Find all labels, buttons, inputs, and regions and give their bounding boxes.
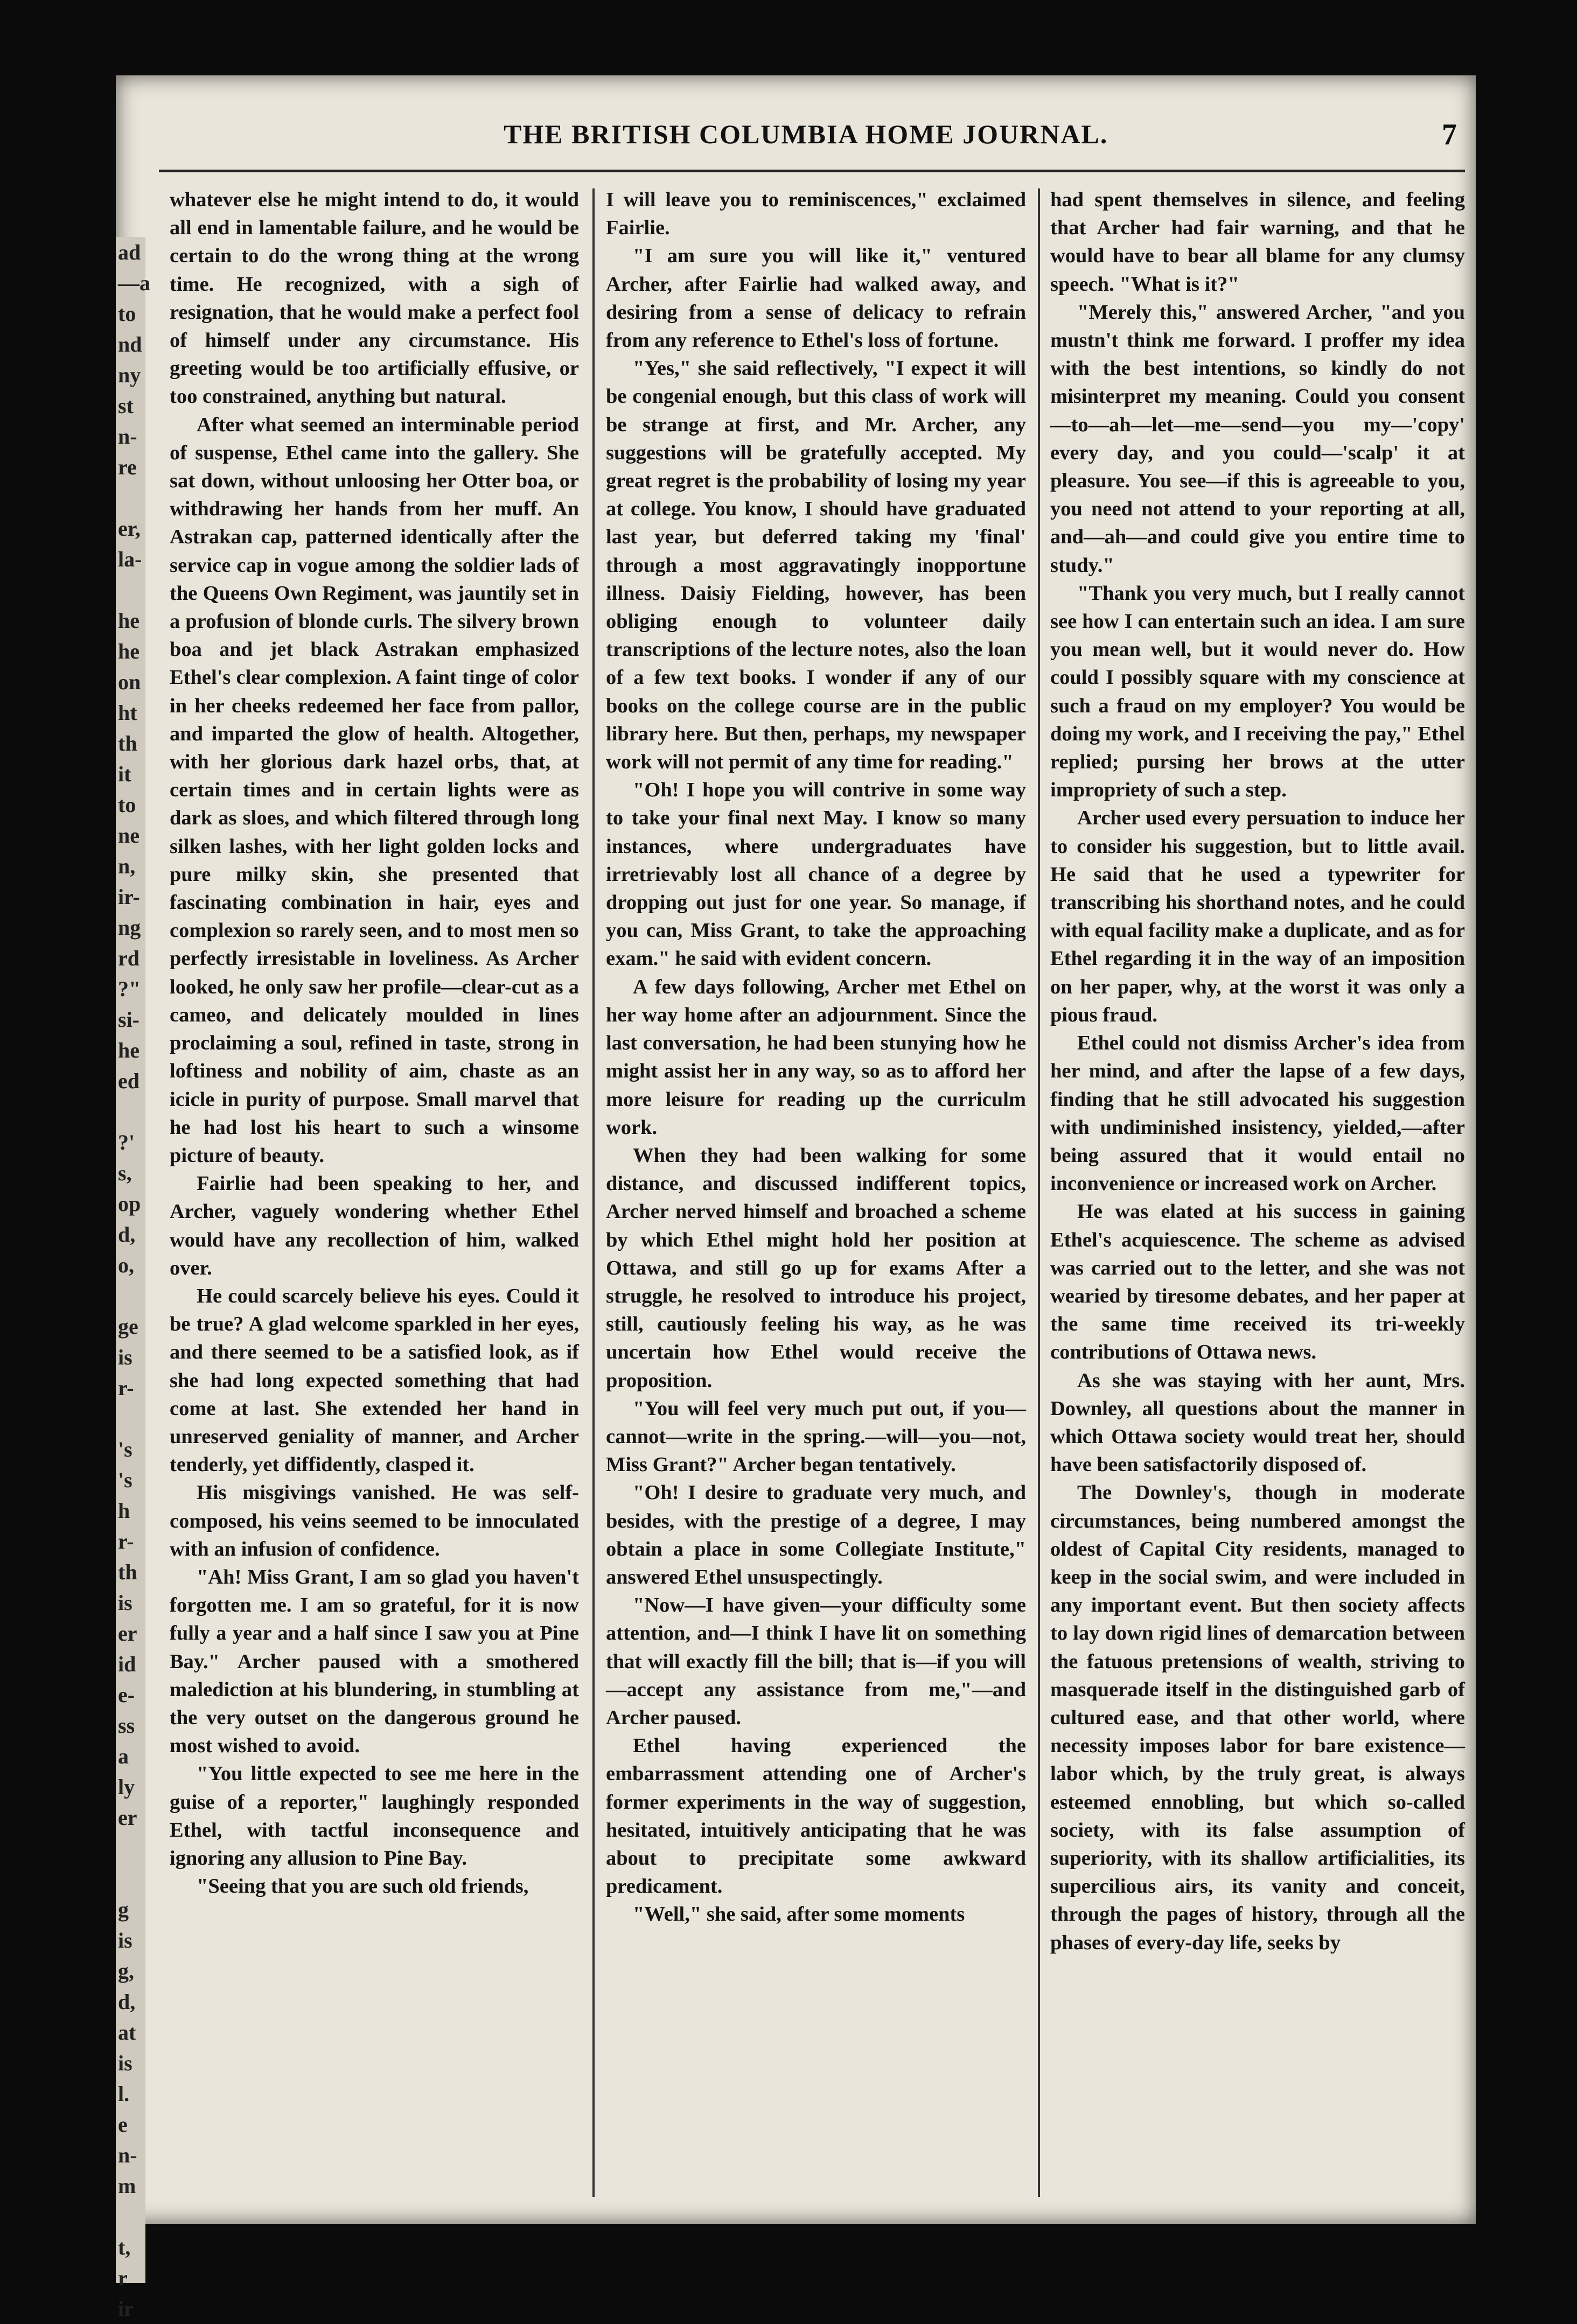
margin-fragment: m [118,2174,136,2198]
paragraph: "You little expected to see me here in the guise of a reporter," laughingly responded Ethel, with tactful inconsequence and ignoring any allusion to Pine Bay. [170,1762,579,1870]
margin-fragment [116,575,145,605]
margin-fragment: r- [118,1376,134,1400]
margin-fragment: ?' [118,1130,135,1154]
paragraph: Archer used every persuation to induce her to consider his suggestion, but to little avail. He said that he used a typewriter for transcribing his shorthand notes, and he could with equal facility make a duplicate, and as for Ethel regarding it in the way of an imposition on her paper, why, at the worst it was only a pious fraud. [1050,807,1465,1026]
margin-fragment: ad [118,240,141,264]
paragraph: "I am sure you will like it," ventured Archer, after Fairlie had walked away, and desiring from a sense of delicacy to refrain from any reference to Ethel's loss of fortune. [606,244,1026,352]
margin-fragment: r [118,2266,128,2290]
paragraph: The Downley's, though in moderate circumstances, being numbered amongst the oldest of Capital City residents, managed to keep in the social swim, and were included in any important event. But then society affects to lay down rigid lines of demarcation between the fatuous pretensions of wealth, striving to masquerade itself in the distinguished garb of cultured ease, and that other world, where necessity imposes labor for bare existence—labor which, by the truly great, is always esteemed ennobling, but which so-called society, with its false assumption of superiority, with its shallow artificialities, its supercilious airs, its vanity and conceit, through the pages of history, through all the phases of every-day life, seeks by [1050,1481,1465,1954]
margin-fragment: ht [118,701,137,725]
margin-fragment: to [118,302,136,326]
margin-fragment: ed [118,1069,139,1093]
margin-fragment: si- [118,1007,139,1032]
margin-fragment: s, [118,1161,132,1185]
margin-fragment: it [118,762,131,786]
margin-fragment [116,1403,145,1434]
text-column-1 [170,186,579,2200]
margin-fragment: er [118,1805,137,1830]
margin-fragment: th [118,1560,137,1584]
margin-fragment: o, [118,1253,134,1277]
margin-fragment: ly [118,1775,135,1799]
margin-fragment: on [118,670,141,694]
newspaper-page [116,75,1476,2321]
margin-fragment: ne [118,823,139,848]
paragraph: "Ah! Miss Grant, I am so glad you haven't forgotten me. I am so grateful, for it is now fully a year and a half since I saw you at Pine Bay." Archer paused with a smothered malediction at his blundering, in stumbling at the very outset on the dangerous ground he most wished to avoid. [170,1565,579,1758]
paragraph: A few days following, Archer met Ethel on her way home after an adjournment. Since the last conversation, he had been stunying how he might assist her in any way, so as to afford her more leisure for reading up the curriculm work. [606,975,1026,1139]
paragraph: His misgivings vanished. He was self-composed, his veins seemed to be innoculated with an infusion of confidence. [170,1481,579,1560]
margin-fragment: n- [118,424,137,449]
margin-fragment: ?" [118,977,141,1001]
paragraph: had spent themselves in silence, and feeling that Archer had fair warning, and that he would have to bear all blame for any clumsy speech. "What is it?" [1050,188,1465,296]
paragraph: I will leave you to reminiscences," exclaimed Fairlie. [606,188,1026,240]
margin-fragment: er [118,1621,137,1646]
margin-fragment: —a [118,271,150,295]
margin-fragment: g [118,1898,129,1922]
paragraph: Fairlie had been speaking to her, and Archer, vaguely wondering whether Ethel would have any recollection of him, walked over. [170,1172,579,1279]
margin-fragment: e- [118,1683,135,1707]
margin-fragment: n- [118,2143,137,2167]
paragraph: "Thank you very much, but I really cannot see how I can entertain such an idea. I am sure you mean well, but it would never do. How could I possibly square with my conscience at such a fraud on my employer? You would be doing my work, and I receiving the pay," Ethel replied; pursing her brows at the utter impropriety of such a step. [1050,582,1465,802]
margin-fragment: g, [118,1959,134,1983]
margin-fragment: is [118,1345,132,1369]
paragraph: He was elated at his success in gaining Ethel's acquiescence. The scheme as advised was carried out to the letter, and she was not wearied by tiresome debates, and her paper at the same time received its tri-weekly contributions of Ottawa news. [1050,1200,1465,1364]
paragraph: Ethel could not dismiss Archer's idea from her mind, and after the lapse of a few days, finding that he still advocated his suggestion with undiminished insistency, yielded,—after being assured that it would entail no inconvenience or increased work on Archer. [1050,1032,1465,1195]
paragraph: He could scarcely believe his eyes. Could it be true? A glad welcome sparkled in her eyes, and there seemed to be a satisfied look, as if she had long expected something that had come at last. She extended her hand in unreserved geniality of manner, and Archer tenderly, yet diffidently, clasped it. [170,1284,579,1476]
text-column-3 [1050,186,1465,2200]
paragraph: "Now—I have given—your difficulty some attention, and—I think I have lit on something that will exactly fill the bill; that is—if you will—accept any assistance from me,"—and Archer paused. [606,1594,1026,1729]
margin-fragment: st [118,394,134,418]
margin-fragment: r- [118,1529,134,1553]
paragraph: whatever else he might intend to do, it would all end in lamentable failure, and he would be certain to do the wrong thing at the wrong time. He recognized, with a sigh of resignation, that he would make a perfect fool of himself under any circumstance. His greeting would be too artificially effusive, or too constrained, anything but natural. [170,188,579,408]
margin-fragment: a [118,1744,129,1768]
page-header [116,75,1476,151]
margin-fragment [116,1833,145,1864]
margin-fragment [116,2201,145,2232]
margin-fragment: re [118,455,137,479]
margin-fragment [116,1864,145,1894]
margin-fragment: ir [118,2297,134,2321]
margin-fragment: is [118,2051,132,2075]
margin-fragment: at [118,2020,136,2045]
margin-fragment: ny [118,363,141,387]
margin-fragment: he [118,608,139,633]
margin-fragment: op [118,1192,141,1216]
column-divider [592,188,595,2197]
paragraph: "Merely this," answered Archer, "and you mustn't think me forward. I proffer my idea with the best intentions, so kindly do not misinterpret my meaning. Could you consent—to—ah—let—me—send—you my—'copy' every day, and you could—'scalp' it at pleasure. You see—if this is agreeable to you, you need not attend to your reporting at all, and—ah—and could give you entire time to study." [1050,300,1465,577]
paragraph: When they had been walking for some distance, and discussed indifferent topics, Archer nerved himself and broached a scheme by which Ethel might hold her position at Ottawa, and still go up for exams After a struggle, he resolved to introduce his project, still, cautiously feeling his way, as he was uncertain how Ethel would receive the proposition. [606,1144,1026,1392]
paragraph: As she was staying with her aunt, Mrs. Downley, all questions about the manner in which Ottawa society would treat her, should have been satisfactorily disposed of. [1050,1369,1465,1476]
margin-fragment: ss [118,1713,135,1738]
margin-fragment [116,482,145,513]
margin-fragment: la- [118,547,142,571]
margin-fragment: he [118,1038,139,1062]
margin-fragment: d, [118,1222,136,1247]
paragraph: Ethel having experienced the embarrassment attending one of Archer's former experiments in the way of suggestion, hesitated, intuitively anticipating that he was about to precipitate some awkward predicament. [606,1734,1026,1898]
margin-fragment: th [118,731,137,755]
paragraph: "Yes," she said reflectively, "I expect it will be congenial enough, but this class of work will be strange at first, and Mr. Archer, any suggestions will be gratefully accepted. My great regret is the probability of losing my year at college. You know, I should have graduated last year, but deferred taking my 'final' through a most aggravatingly inopportune illness. Daisiy Fielding, however, has been obliging enough to volunteer daily transcriptions of the lecture notes, also the loan of a few text books. I wonder if any of our books on the college course are in the public library here. But then, perhaps, my newspaper work will not permit of any time for reading." [606,357,1026,774]
margin-fragment: is [118,1591,132,1615]
margin-fragment: n, [118,854,136,878]
margin-fragment: er, [118,516,141,541]
paragraph: "You will feel very much put out, if you—cannot—write in the spring.—will—you—not, Miss Grant?" Archer began tentatively. [606,1397,1026,1476]
margin-fragment: 's [118,1468,132,1492]
margin-fragment: h [118,1499,130,1523]
column-divider [1038,188,1040,2197]
journal-title: THE BRITISH COLUMBIA HOME JOURNAL. [504,119,1108,149]
margin-fragment: e [118,2112,128,2137]
margin-fragment: d, [118,1990,136,2014]
adjacent-page-margin [116,237,150,2321]
margin-fragment [116,1096,145,1127]
page-number: 7 [1442,118,1457,151]
paragraph: "Well," she said, after some moments [633,1903,965,1926]
margin-fragment: to [118,793,136,817]
margin-fragment: ge [118,1314,138,1339]
margin-fragment [116,1280,145,1311]
text-column-2 [606,186,1026,2200]
paragraph: "Oh! I hope you will contrive in some way to take your final next May. I know so many instances, where undergraduates have irretrievably lost all chance of a degree by dropping out just for one year. So manage, if you can, Miss Grant, to take the approaching exam." he said with evident concern. [606,779,1026,970]
header-rule [159,170,1465,172]
margin-fragment: id [118,1652,136,1676]
paragraph: After what seemed an interminable period of suspense, Ethel came into the gallery. She sat down, without unloosing her Otter boa, or withdrawing her hands from her muff. An Astrakan cap, patterned identically after the service cap in vogue among the soldier lads of the Queens Own Regiment, was jauntily set in a profusion of blonde curls. The silvery brown boa and jet black Astrakan emphasized Ethel's clear complexion. A faint tinge of color in her cheeks redeemed her face from pallor, and imparted the glow of health. Altogether, with her glorious dark hazel orbs, that, at certain times and in certain lights were as dark as sloes, and which filtered through long silken lashes, with her light golden locks and pure milky skin, she presented that fascinating combination in hair, eyes and complexion so rarely seen, and to most men so perfectly irresistable in loveliness. As Archer looked, he only saw her profile—clear-cut as a cameo, and delicately moulded in lines proclaiming a soul, refined in taste, strong in loftiness and nobility of aim, chaste as an icicle in purity of purpose. Small marvel that he had lost his heart to such a winsome picture of beauty. [170,413,579,1167]
margin-fragment: 's [118,1437,132,1461]
margin-fragment: ir- [118,885,140,909]
margin-fragment: is [118,1928,132,1952]
margin-fragment: l. [118,2082,130,2106]
margin-fragment: he [118,639,139,663]
margin-fragment: rd [118,946,139,970]
margin-fragment: nd [118,332,142,356]
paragraph: "Seeing that you are such old friends, [197,1875,529,1898]
margin-fragment: ng [118,915,141,940]
margin-fragment: t, [118,2235,131,2259]
paragraph: "Oh! I desire to graduate very much, and besides, with the prestige of a degree, I may obtain a place in some Collegiate Institute," answered Ethel unsuspectingly. [606,1481,1026,1588]
